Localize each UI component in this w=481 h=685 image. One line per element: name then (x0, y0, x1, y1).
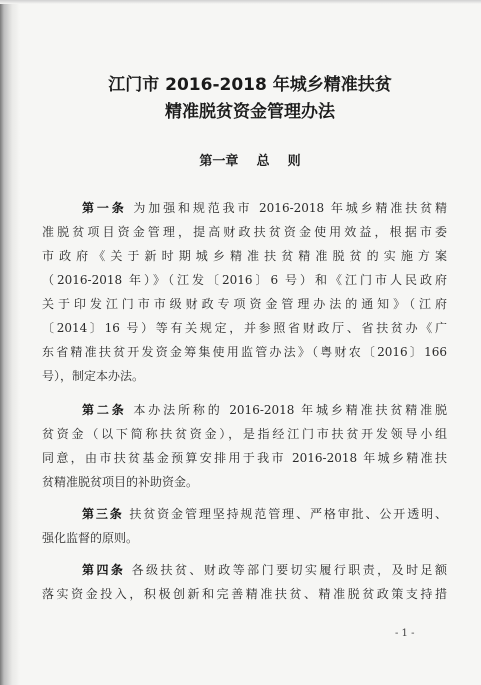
article-2-line-2: 贫资金（以下简称扶贫资金），是指经江门市扶贫开发领导小组 (42, 427, 447, 441)
article-4-text-1: 各级扶贫、财政等部门要切实履行职责，及时足额 (131, 563, 447, 577)
article-2-line-1 (82, 402, 447, 418)
document-title-line-2: 精准脱贫资金管理办法 (165, 102, 335, 122)
article-1-line-8: 号），制定本办法。 (42, 369, 145, 383)
article-3-text-1: 扶贫资金管理坚持规范管理、严格审批、公开透明、 (129, 507, 447, 521)
article-2-line-3: 同意，由市扶贫基金预算安排用于我市 2016-2018 年城乡精准扶 (42, 451, 447, 465)
article-1-line-2: 准脱贫项目资金管理，提高财政扶贫资金使用效益，根据市委 (42, 225, 447, 239)
article-3-line-2: 强化监督的原则。 (42, 531, 139, 545)
article-4-label: 第四条 (82, 563, 126, 577)
article-2-line-4: 贫精准脱贫项目的补助资金。 (42, 475, 199, 489)
article-3-label: 第三条 (82, 507, 124, 521)
article-1-label: 第一条 (82, 201, 127, 215)
page-number: - 1 - (395, 628, 415, 639)
article-1-text-1: 为加强和规范我市 2016-2018 年城乡精准扶贫精 (133, 201, 447, 215)
article-2-label: 第二条 (82, 403, 127, 417)
article-1-line-4: （2016-2018 年）》（江发〔2016〕6 号）和《江门市人民政府 (42, 273, 447, 287)
article-4-line-1 (82, 562, 447, 578)
chapter-heading: 第一章 总 则 (199, 154, 301, 169)
document-title-line-1: 江门市 2016-2018 年城乡精准扶贫 (108, 75, 392, 95)
article-1-line-3: 市政府《关于新时期城乡精准扶贫精准脱贫的实施方案 (42, 249, 447, 263)
article-3-line-1 (82, 506, 447, 522)
article-4-line-2: 落实资金投入，积极创新和完善精准扶贫、精准脱贫政策支持措 (42, 587, 447, 601)
article-2-text-1: 本办法所称的 2016-2018 年城乡精准扶贫精准脱 (133, 403, 447, 417)
article-1-line-7: 东省精准扶贫开发资金筹集使用监管办法》（粤财农〔2016〕166 (42, 345, 447, 359)
article-1-line-5: 关于印发江门市市级财政专项资金管理办法的通知》（江府 (42, 297, 447, 311)
article-1-line-1 (82, 200, 447, 216)
page-edge-shadow (0, 0, 20, 685)
article-1-line-6: 〔2014〕16 号）等有关规定，并参照省财政厅、省扶贫办《广 (42, 321, 447, 335)
page-top-shadow (0, 0, 481, 4)
